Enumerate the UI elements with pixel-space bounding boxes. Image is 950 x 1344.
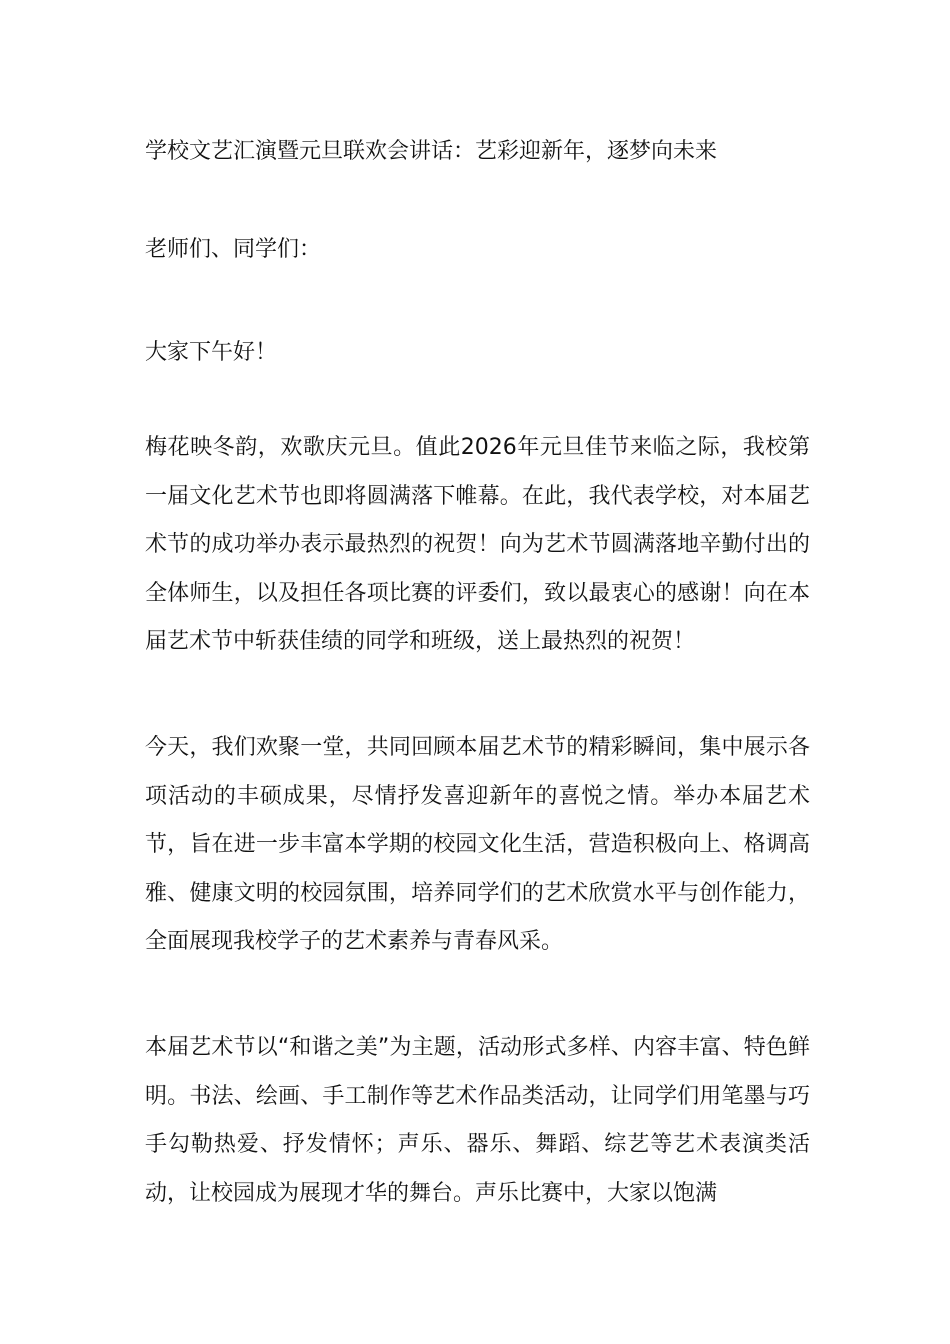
salutation: 老师们、同学们：	[145, 237, 322, 262]
greeting: 大家下午好！	[145, 340, 278, 365]
paragraph-2: 今天，我们欢聚一堂，共同回顾本届艺术节的精彩瞬间，集中展示各项活动的丰硕成果，尽情抒发喜迎新年的喜悦之情。举办本届艺术节，旨在进一步丰富本学期的校园文化生活，营造积极向上、格调高雅、健康文明的校园氛围，培养同学们的艺术欣赏水平与创作能力，全面展现我校学子的艺术素养与青春风采。	[145, 735, 810, 954]
paragraph-3: 本届艺术节以“和谐之美”为主题，活动形式多样、内容丰富、特色鲜明。书法、绘画、手工制作等艺术作品类活动，让同学们用笔墨与巧手勾勒热爱、抒发情怀；声乐、器乐、舞蹈、综艺等艺术表演类活动，让校园成为展现才华的舞台。声乐比赛中，大家以饱满	[145, 1035, 810, 1206]
paragraph-1: 梅花映冬韵，欢歌庆元旦。值此2026年元旦佳节来临之际，我校第一届文化艺术节也即将圆满落下帷幕。在此，我代表学校，对本届艺术节的成功举办表示最热烈的祝贺！向为艺术节圆满落地辛勤付出的全体师生，以及担任各项比赛的评委们，致以最衷心的感谢！向在本届艺术节中斩获佳绩的同学和班级，送上最热烈的祝贺！	[145, 435, 810, 654]
document-title: 学校文艺汇演暨元旦联欢会讲话：艺彩迎新年，逐梦向未来	[145, 139, 718, 164]
